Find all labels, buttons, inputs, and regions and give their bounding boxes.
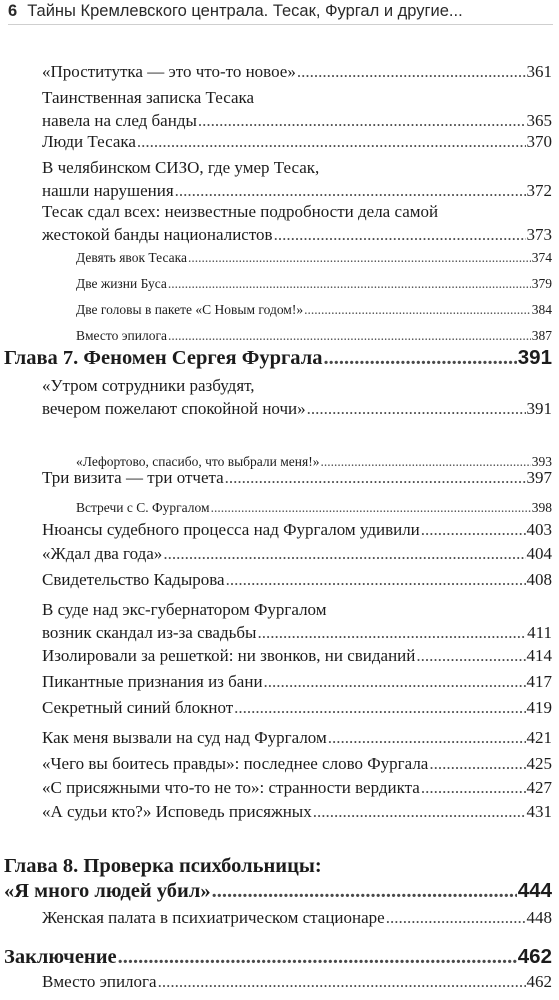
toc-line <box>76 274 552 294</box>
toc-page-number: 411 <box>527 623 552 642</box>
toc-line <box>42 908 552 928</box>
toc-page-number: 414 <box>526 646 552 665</box>
toc-page-number: 462 <box>517 945 552 968</box>
dot-leader <box>304 300 531 320</box>
toc-entry <box>42 972 552 995</box>
toc-title: Глава 8. Проверка психбольницы: <box>4 855 322 877</box>
toc-line <box>42 646 552 666</box>
toc-page-number: 417 <box>526 672 552 691</box>
toc-line <box>4 879 552 903</box>
toc-entry <box>42 132 552 155</box>
toc-title: Тесак сдал всех: неизвестные подробности дела самой <box>42 202 439 221</box>
toc-title: Секретный синий блокнот <box>42 698 234 717</box>
dot-leader <box>416 646 525 666</box>
toc-subentry <box>76 248 552 268</box>
toc-title: нашли нарушения <box>42 181 174 200</box>
dot-leader <box>421 520 526 540</box>
toc-title: «Проститутка — это что-то новое» <box>42 62 296 81</box>
toc-title: «Я много людей убил» <box>4 880 211 902</box>
toc-page-number: 361 <box>526 62 552 81</box>
toc-line <box>42 399 552 419</box>
dot-leader <box>323 346 516 370</box>
toc-title: Свидетельство Кадырова <box>42 570 225 589</box>
toc-line <box>42 225 552 245</box>
dot-leader <box>257 623 526 643</box>
page-number: 6 <box>8 2 18 20</box>
toc-title: Как меня вызвали на суд над Фургалом <box>42 728 327 747</box>
toc-title: вечером пожелают спокойной ночи» <box>42 399 306 418</box>
toc-line <box>4 945 552 969</box>
toc-page-number: 379 <box>531 276 552 291</box>
toc-entry <box>42 62 552 85</box>
toc-line <box>76 248 552 268</box>
toc-subentry <box>76 300 552 320</box>
toc-entry <box>42 570 552 593</box>
toc-page-number: 431 <box>526 802 552 821</box>
dot-leader <box>264 672 526 692</box>
toc-line <box>42 62 552 82</box>
toc-entry <box>42 88 552 134</box>
toc-page-number: 419 <box>526 698 552 717</box>
dot-leader <box>328 728 526 748</box>
toc-page-number: 391 <box>526 399 552 418</box>
toc-line <box>42 802 552 822</box>
toc-line <box>42 972 552 992</box>
toc-line <box>76 326 552 346</box>
toc-title: Девять явок Тесака <box>76 250 187 265</box>
toc-entry <box>42 544 552 567</box>
toc-title: Нюансы судебного процесса над Фургалом удивили <box>42 520 420 539</box>
toc-title: Вместо эпилога <box>76 328 167 343</box>
dot-leader <box>429 754 525 774</box>
toc-page-number: 398 <box>531 500 552 515</box>
toc-line <box>42 778 552 798</box>
toc-page-number: 373 <box>526 225 552 244</box>
toc-line <box>42 570 552 590</box>
dot-leader <box>274 225 526 245</box>
dot-leader <box>163 544 525 564</box>
dot-leader <box>386 908 526 928</box>
toc-entry <box>42 646 552 669</box>
toc-page-number: 387 <box>531 328 552 343</box>
toc-chapter-heading <box>4 854 552 904</box>
toc-line <box>42 544 552 564</box>
toc-page-number: 408 <box>526 570 552 589</box>
toc-subentry <box>76 498 552 518</box>
toc-line <box>42 672 552 692</box>
toc-line <box>42 728 552 748</box>
toc-title: В челябинском СИЗО, где умер Тесак, <box>42 158 320 177</box>
toc-entry <box>42 728 552 751</box>
toc-title: Две жизни Буса <box>76 276 167 291</box>
toc-line <box>42 623 552 643</box>
toc-title: Глава 7. Феномен Сергея Фургала <box>4 347 323 369</box>
toc-page-number: 397 <box>526 468 552 487</box>
toc-page-number: 403 <box>526 520 552 539</box>
toc-subentry <box>76 274 552 294</box>
toc-page-number: 372 <box>526 181 552 200</box>
dot-leader <box>421 778 526 798</box>
toc-page-number: 391 <box>517 346 552 369</box>
toc-line <box>42 88 552 108</box>
dot-leader <box>307 399 526 419</box>
toc-page-number: 462 <box>526 972 552 991</box>
toc-entry <box>42 698 552 721</box>
toc-page-number: 427 <box>526 778 552 797</box>
toc-line <box>42 698 552 718</box>
toc-title: Таинственная записка Тесака <box>42 88 255 107</box>
toc-entry <box>42 802 552 825</box>
toc-title: Пикантные признания из бани <box>42 672 263 691</box>
toc-title: Две головы в пакете «С Новым годом!» <box>76 302 304 317</box>
dot-leader <box>297 62 526 82</box>
toc-line <box>42 520 552 540</box>
toc-title: жестокой банды националистов <box>42 225 273 244</box>
toc-line <box>76 498 552 518</box>
toc-subentry <box>76 326 552 346</box>
dot-leader <box>175 181 526 201</box>
toc-chapter-heading <box>4 945 552 970</box>
dot-leader <box>158 972 526 992</box>
toc-line <box>76 300 552 320</box>
running-title: Тайны Кремлевского централа. Тесак, Фургал и другие... <box>27 2 463 20</box>
toc-entry <box>42 468 552 491</box>
dot-leader <box>225 468 526 488</box>
toc-line <box>42 754 552 774</box>
toc-line <box>4 346 552 370</box>
toc-title: Женская палата в психиатрическом стационаре <box>42 908 385 927</box>
toc-page-number: 393 <box>531 454 552 469</box>
dot-leader <box>211 498 531 518</box>
toc-entry <box>42 600 552 646</box>
dot-leader <box>168 274 531 294</box>
toc-title: «Чего вы боитесь правды»: последнее слово Фургала <box>42 754 429 773</box>
dot-leader <box>313 802 526 822</box>
toc-entry <box>42 376 552 422</box>
toc-title: навела на след банды <box>42 111 197 130</box>
dot-leader <box>188 248 531 268</box>
toc-page-number: 384 <box>531 302 552 317</box>
dot-leader <box>137 132 526 152</box>
toc-line <box>42 158 552 178</box>
toc-title: «Ждал два года» <box>42 544 163 563</box>
toc-line <box>42 132 552 152</box>
toc-chapter-heading <box>4 346 552 371</box>
toc-page-number: 448 <box>526 908 552 927</box>
toc-title: возник скандал из-за свадьбы <box>42 623 257 642</box>
toc-page-number: 374 <box>531 250 552 265</box>
dot-leader <box>226 570 526 590</box>
toc-page-number: 425 <box>526 754 552 773</box>
toc-title: «Лефортово, спасибо, что выбрали меня!» <box>76 454 320 469</box>
toc-entry <box>42 908 552 931</box>
dot-leader <box>234 698 525 718</box>
toc-line <box>42 468 552 488</box>
toc-title: Три визита — три отчета <box>42 468 224 487</box>
toc-line <box>42 600 552 620</box>
toc-title: Люди Тесака <box>42 132 136 151</box>
toc-page-number: 421 <box>526 728 552 747</box>
toc-line <box>42 376 552 396</box>
toc-line <box>42 202 552 222</box>
toc-title: «С присяжными что-то не то»: странности вердикта <box>42 778 420 797</box>
toc-title: В суде над экс-губернатором Фургалом <box>42 600 327 619</box>
toc-line <box>42 181 552 201</box>
toc-title: «Утром сотрудники разбудят, <box>42 376 255 395</box>
dot-leader <box>168 326 531 346</box>
toc-entry <box>42 202 552 248</box>
toc-title: Заключение <box>4 946 117 968</box>
dot-leader <box>212 879 517 903</box>
toc-title: Изолировали за решеткой: ни звонков, ни свиданий <box>42 646 416 665</box>
dot-leader <box>118 945 517 969</box>
toc-line <box>42 111 552 131</box>
toc-title: «А судьи кто?» Исповедь присяжных <box>42 802 312 821</box>
toc-page-number: 370 <box>526 132 552 151</box>
toc-page-number: 444 <box>517 879 552 902</box>
toc-entry <box>42 520 552 543</box>
toc-entry <box>42 778 552 801</box>
toc-entry <box>42 754 552 777</box>
toc-page-number: 365 <box>526 111 552 130</box>
toc-line <box>4 854 552 878</box>
toc-page-number: 404 <box>526 544 552 563</box>
toc-title: Встречи с С. Фургалом <box>76 500 210 515</box>
toc-title: Вместо эпилога <box>42 972 157 991</box>
toc-entry <box>42 672 552 695</box>
toc-entry <box>42 158 552 204</box>
dot-leader <box>198 111 526 131</box>
